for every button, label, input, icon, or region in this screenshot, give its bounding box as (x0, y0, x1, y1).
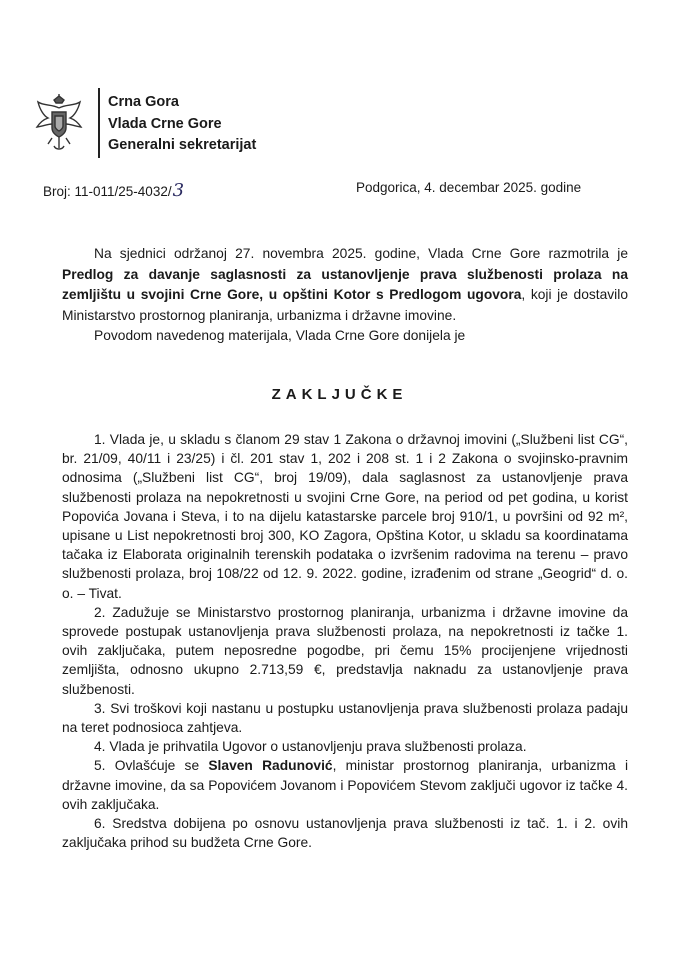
document-date: Podgorica, 4. decembar 2025. godine (356, 180, 582, 195)
header-divider (98, 88, 100, 158)
intro-text-start: Na sjednici održanoj 27. novembra 2025. godine, Vlada Crne Gore razmotrila je (94, 246, 628, 261)
intro-paragraph (62, 244, 628, 326)
proposal-title: Predlog za davanje saglasnosti za ustanovljenje prava službenosti prolaza na zemljištu u svojini Crne Gore, u opštini Kotor s Predlogom ugovora (62, 266, 628, 303)
conclusion-1: 1. Vlada je, u skladu s članom 29 stav 1 Zakona o državnoj imovini („Službeni list CG“, br. 21/09, 40/11 i 23/25) i čl. 201 stav 1, 202 i 208 st. 1 i 2 Zakona o svojinsko-pravnim odnosima („Službeni list CG“, broj 19/09), dala saglasnost za ustanovljenje prava službenosti prolaza na nepokretnosti u svojini Crne Gore, na period od pet godina, u korist Popovića Jovana i Steva, i to na dijelu katastarske parcele broj 910/1, u površini od 92 m², upisane u List nepokretnosti broj 300, KO Zagora, Opština Kotor, u skladu sa koordinatama tačaka iz Elaborata originalnih terenskih podataka o izvršenim radovima na terenu – pravo službenosti prolaza, broj 108/22 od 12. 9. 2022. godine, izrađenim od strane „Geogrid“ d. o. o. – Tivat. (62, 432, 628, 601)
conclusion-5-end: , ministar prostornog planiranja, urbanizma i državne imovine, da sa Popovićem Jovanom i Popovićem Stevom zaključi ugovor iz tačke 4. ovih zaključaka. (62, 758, 629, 812)
conclusion-5 (62, 756, 628, 814)
reference-number (43, 180, 184, 201)
letterhead-government: Vlada Crne Gore (108, 115, 222, 132)
conclusion-4: 4. Vlada je prihvatila Ugovor o ustanovljenju prava službenosti prolaza. (94, 739, 527, 755)
letterhead (108, 92, 256, 157)
conclusion-3: 3. Svi troškovi koji nastanu u postupku ustanovljenja prava službenosti prolaza padaju na teret podnosioca zahtjeva. (62, 700, 628, 736)
conclusion-2: 2. Zadužuje se Ministarstvo prostornog planiranja, urbanizma i državne imovine da sprovede postupak ustanovljenja prava službenosti prolaza, na nepokretnosti iz tačke 1. ovih zaključaka, putem neposredne pogodbe, pri čemu 15% procijenjene vrijednosti zemljišta, odnosno ukupno 2.713,59 €, predstavlja naknadu za ustanovljenje prava službenosti. (62, 604, 628, 697)
letterhead-secretariat: Generalni sekretarijat (108, 137, 257, 153)
coat-of-arms-icon (34, 94, 84, 152)
intro-text-end: , koji je dostavilo Ministarstvo prostornog planiranja, urbanizma i državne imovine. (62, 287, 628, 323)
letterhead-country: Crna Gora (108, 94, 179, 110)
minister-name: Slaven Radunović (208, 758, 333, 774)
conclusions-list (62, 430, 628, 852)
intro-paragraph-2: Povodom navedenog materijala, Vlada Crne Gore donijela je (94, 328, 466, 344)
conclusion-5-start: 5. Ovlašćuje se (94, 758, 209, 774)
intro-section (62, 244, 628, 347)
handwritten-number: 3 (172, 180, 185, 201)
conclusion-6: 6. Sredstva dobijena po osnovu ustanovljenja prava službenosti iz tač. 1. i 2. ovih zaključaka prihod su budžeta Crne Gore. (62, 816, 628, 851)
reference-label: Broj: 11-011/25-4032/ (43, 184, 172, 199)
section-title: ZAKLJUČKE (271, 386, 408, 403)
